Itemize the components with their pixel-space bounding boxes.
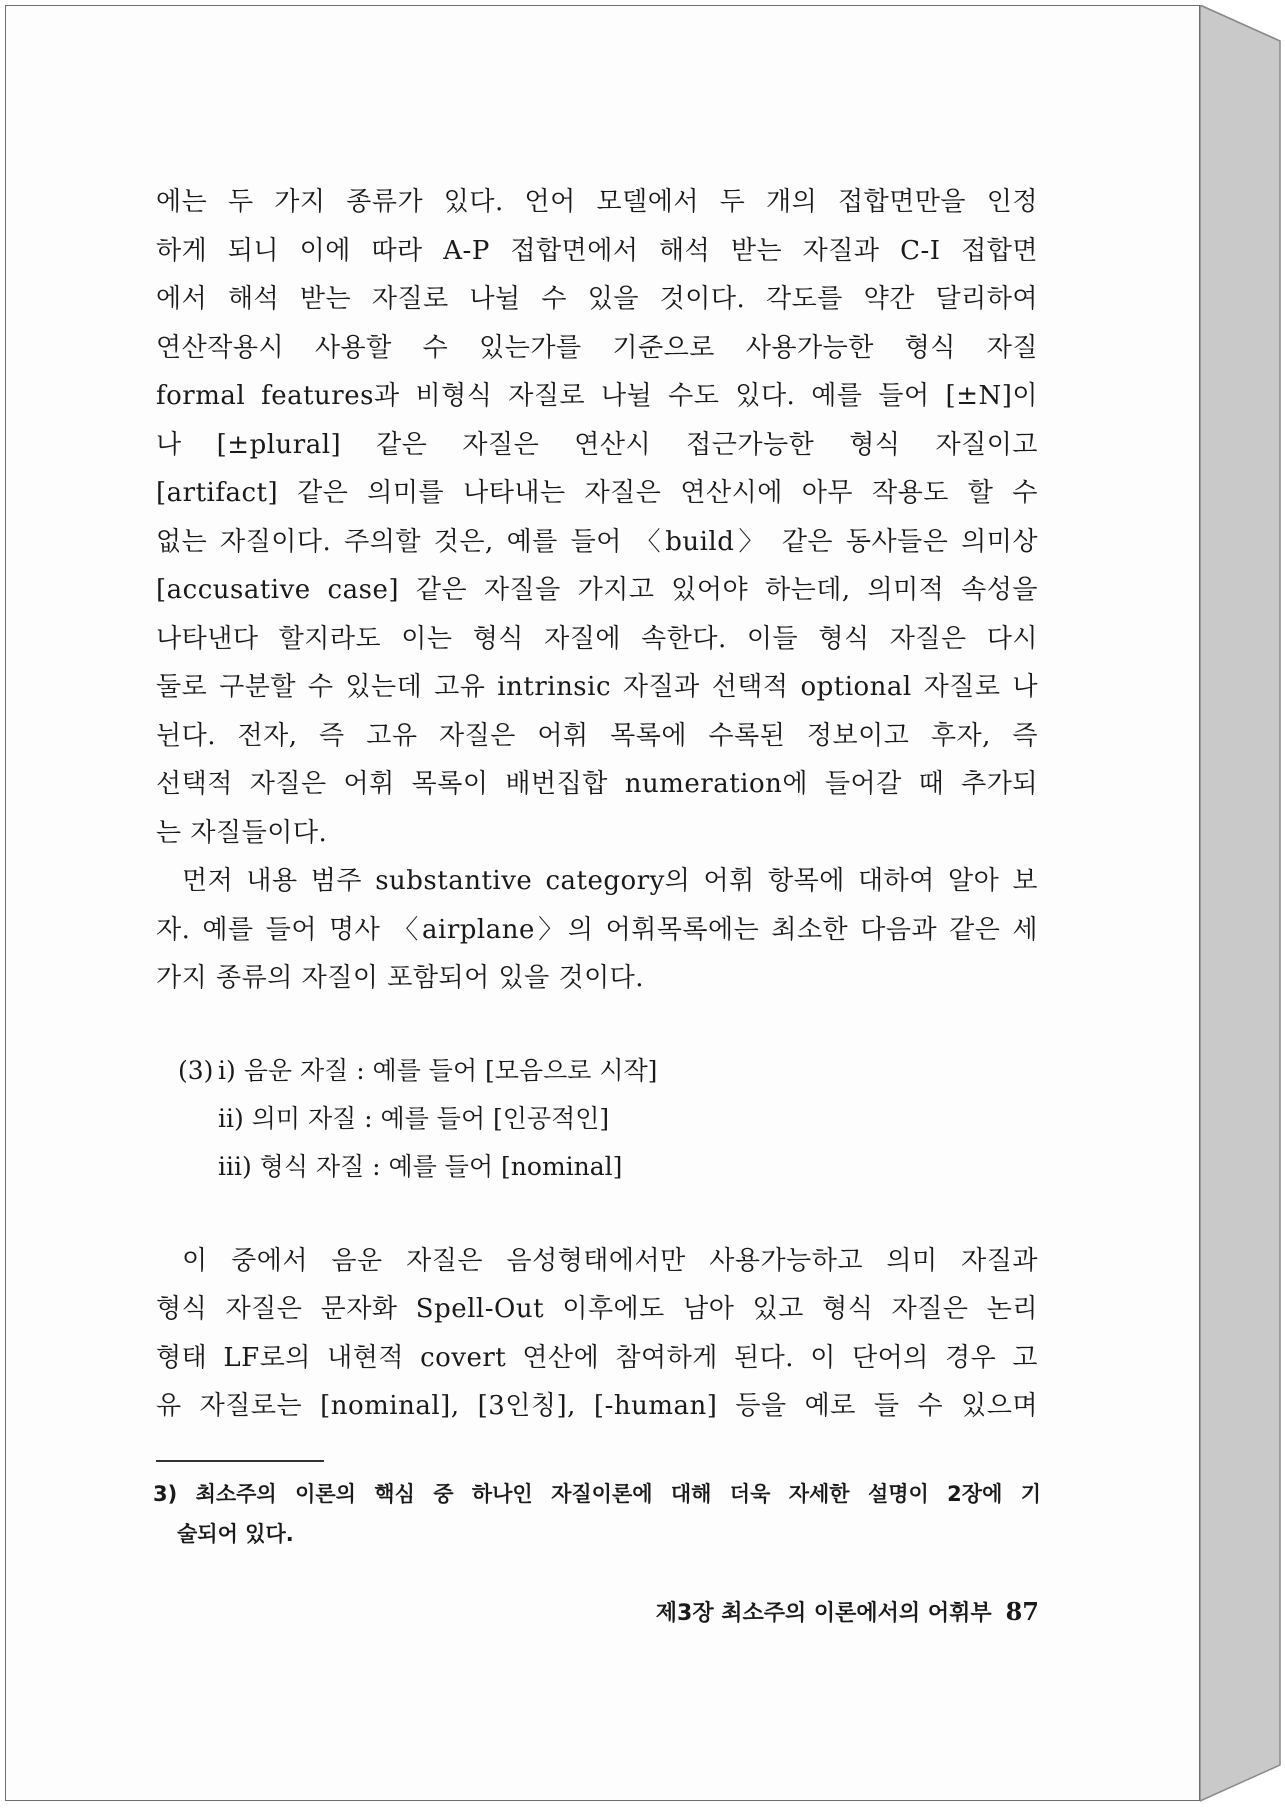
- text-line: 나 [±plural] 같은 자질은 연산시 접근가능한 형식 자질이고: [156, 429, 1038, 460]
- text-line: 없는 자질이다. 주의할 것은, 예를 들어 〈build〉 같은 동사들은 의미상: [156, 526, 1038, 557]
- body-text: [156, 178, 1038, 1431]
- text-line: 는 자질들이다.: [156, 817, 328, 848]
- text-line: [artifact] 같은 의미를 나타내는 자질은 연산시에 아무 작용도 할 수: [156, 478, 1038, 508]
- footnote: [153, 1474, 1041, 1554]
- example-item: i) 음운 자질 : 예를 들어 [모음으로 시작]: [218, 1055, 658, 1085]
- text-line: 둘로 구분할 수 있는데 고유 intrinsic 자질과 선택적 optional 자질로 나: [156, 672, 1038, 702]
- example-item: iii) 형식 자질 : 예를 들어 [nominal]: [218, 1151, 623, 1181]
- example-row: [156, 1143, 1038, 1191]
- text-line: 가지 종류의 자질이 포함되어 있을 것이다.: [156, 963, 645, 993]
- text-line: 나타낸다 할지라도 이는 형식 자질에 속한다. 이들 형식 자질은 다시: [156, 623, 1038, 654]
- running-footer: [656, 1596, 1039, 1627]
- text-line: 연산작용시 사용할 수 있는가를 기준으로 사용가능한 형식 자질: [156, 332, 1038, 363]
- paragraph-3: [156, 1237, 1038, 1431]
- paragraph-1: [156, 178, 1038, 857]
- example-row: [156, 1047, 1038, 1095]
- text-line: 하게 되니 이에 따라 A-P 접합면에서 해석 받는 자질과 C-I 접합면: [156, 235, 1038, 266]
- example-item: ii) 의미 자질 : 예를 들어 [인공적인]: [218, 1103, 610, 1133]
- text-line: 에서 해석 받는 자질로 나뉠 수 있을 것이다. 각도를 약간 달리하여: [156, 284, 1038, 314]
- page-number: 87: [1005, 1597, 1039, 1626]
- text-line: 형식 자질은 문자화 Spell-Out 이후에도 남아 있고 형식 자질은 논리: [156, 1294, 1038, 1324]
- footnote-line: 술되어 있다.: [177, 1522, 294, 1546]
- text-line: 에는 두 가지 종류가 있다. 언어 모델에서 두 개의 접합면만을 인정: [156, 187, 1038, 217]
- footnote-line: 3) 최소주의 이론의 핵심 중 하나인 자질이론에 대해 더욱 자세한 설명이 2장에 기: [153, 1482, 1041, 1506]
- example-number: (3): [178, 1055, 214, 1085]
- text-line: 이 중에서 음운 자질은 음성형태에서만 사용가능하고 의미 자질과: [182, 1245, 1038, 1276]
- text-line: [accusative case] 같은 자질을 가지고 있어야 하는데, 의미적 속성을: [156, 575, 1038, 605]
- text-line: 먼저 내용 범주 substantive category의 어휘 항목에 대하여 알아 보: [182, 866, 1038, 896]
- example-row: [156, 1095, 1038, 1143]
- text-line: formal features과 비형식 자질로 나뉠 수도 있다. 예를 들어 [±N]이: [156, 381, 1038, 411]
- text-line: 자. 예를 들어 명사 〈airplane〉의 어휘목록에는 최소한 다음과 같은 세: [156, 914, 1038, 945]
- text-line: 유 자질로는 [nominal], [3인칭], [-human] 등을 예로 들 수 있으며: [156, 1391, 1038, 1421]
- text-line: 뉜다. 전자, 즉 고유 자질은 어휘 목록에 수록된 정보이고 후자, 즉: [156, 720, 1038, 751]
- example-list: [156, 1047, 1038, 1191]
- text-line: 형태 LF로의 내현적 covert 연산에 참여하게 된다. 이 단어의 경우 고: [156, 1342, 1038, 1373]
- footnote-divider: [156, 1460, 324, 1462]
- paragraph-2: [156, 857, 1038, 1003]
- text-line: 선택적 자질은 어휘 목록이 배번집합 numeration에 들어갈 때 추가되: [156, 769, 1038, 799]
- chapter-title: 제3장 최소주의 이론에서의 어휘부: [655, 1601, 992, 1626]
